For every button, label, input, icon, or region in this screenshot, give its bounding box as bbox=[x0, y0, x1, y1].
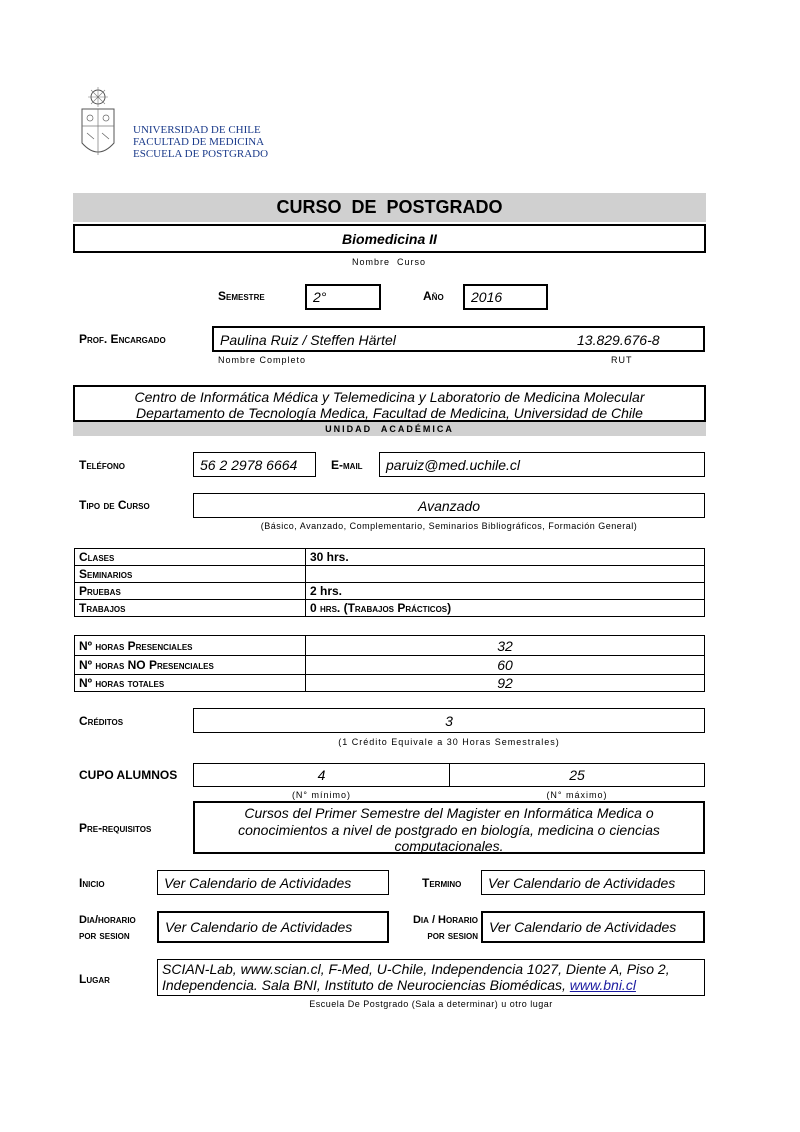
credits-label: Créditos bbox=[79, 714, 124, 728]
professor-rut-caption: RUT bbox=[611, 355, 633, 365]
place-line1: SCIAN-Lab, www.scian.cl, F-Med, U-Chile, Independencia 1027, Diente A, Piso 2, bbox=[162, 961, 670, 977]
quota-min-field: 4 bbox=[193, 763, 450, 787]
quota-max-field: 25 bbox=[449, 763, 705, 787]
course-type-label: Tipo de Curso bbox=[79, 498, 150, 512]
semester-label: Semestre bbox=[218, 289, 265, 303]
table-row bbox=[75, 675, 705, 692]
place-line2 bbox=[162, 977, 700, 993]
email-label: E-mail bbox=[331, 458, 363, 472]
hours-label-works: Trabajos bbox=[75, 600, 306, 617]
course-name-caption: Nombre Curso bbox=[351, 257, 427, 267]
table-row bbox=[75, 549, 705, 566]
session-label-left bbox=[79, 912, 136, 944]
table-row bbox=[75, 636, 705, 656]
hours-table bbox=[74, 548, 705, 617]
professor-field bbox=[212, 326, 705, 352]
session-field-right: Ver Calendario de Actividades bbox=[481, 911, 705, 943]
hours-label-tests: Pruebas bbox=[75, 583, 306, 600]
place-caption: Escuela De Postgrado (Sala a determinar) u otro lugar bbox=[309, 999, 553, 1009]
year-field: 2016 bbox=[463, 284, 548, 310]
credits-field: 3 bbox=[193, 708, 705, 733]
email-field: paruiz@med.uchile.cl bbox=[379, 452, 705, 477]
prereq-line2: conocimientos a nivel de postgrado en biología, medicina o ciencias bbox=[238, 821, 660, 838]
prereq-field bbox=[193, 801, 705, 854]
academic-unit-line2: Departamento de Tecnología Medica, Facultad de Medicina, Universidad de Chile bbox=[136, 405, 643, 421]
professor-label: Prof. Encargado bbox=[79, 332, 166, 346]
professor-name-caption: Nombre Completo bbox=[218, 355, 307, 365]
hours-value-seminars bbox=[306, 566, 705, 583]
page-title: CURSO DE POSTGRADO bbox=[276, 197, 503, 217]
school-name: ESCUELA DE POSTGRADO bbox=[133, 148, 269, 160]
phone-label: Teléfono bbox=[79, 458, 125, 472]
hours-value-tests: 2 hrs. bbox=[306, 583, 705, 600]
academic-unit-line1: Centro de Informática Médica y Telemedicina y Laboratorio de Medicina Molecular bbox=[134, 389, 645, 405]
end-label: Termino bbox=[422, 876, 462, 890]
prereq-label: Pre-requisitos bbox=[79, 821, 152, 835]
place-label: Lugar bbox=[79, 972, 110, 986]
phone-field: 56 2 2978 6664 bbox=[193, 452, 316, 477]
table-row bbox=[75, 566, 705, 583]
quota-min-caption: (N° mínimo) bbox=[291, 790, 352, 800]
prereq-line1: Cursos del Primer Semestre del Magister en Informática Medica o bbox=[244, 805, 654, 821]
total-value-presential: 32 bbox=[306, 636, 705, 656]
year-label: Año bbox=[423, 289, 444, 303]
session-label-left-line2: por sesion bbox=[79, 930, 130, 942]
course-type-caption: (Básico, Avanzado, Complementario, Seminarios Bibliográficos, Formación General) bbox=[260, 521, 638, 531]
end-field: Ver Calendario de Actividades bbox=[481, 870, 705, 895]
credits-caption: (1 Crédito Equivale a 30 Horas Semestrales) bbox=[338, 737, 560, 747]
semester-field: 2° bbox=[305, 284, 381, 310]
table-row bbox=[75, 656, 705, 675]
course-type-field: Avanzado bbox=[193, 493, 705, 518]
total-value-nonpresential: 60 bbox=[306, 656, 705, 675]
page-title-band bbox=[73, 193, 706, 222]
place-link[interactable]: www.bni.cl bbox=[569, 977, 636, 993]
session-label-right-line1: Dia / Horario bbox=[412, 914, 478, 926]
start-label: Inicio bbox=[79, 876, 105, 890]
session-label-left-line1: Dia/horario bbox=[79, 914, 136, 926]
academic-unit-field bbox=[73, 385, 706, 422]
quota-label: CUPO ALUMNOS bbox=[79, 768, 178, 782]
professor-name: Paulina Ruiz / Steffen Härtel bbox=[220, 332, 396, 348]
professor-rut: 13.829.676-8 bbox=[577, 332, 660, 348]
session-label-right-line2: por sesion bbox=[427, 930, 478, 942]
session-label-right bbox=[396, 912, 478, 944]
university-crest-logo bbox=[78, 85, 120, 163]
quota-max-caption: (N° máximo) bbox=[546, 790, 608, 800]
start-field: Ver Calendario de Actividades bbox=[157, 870, 389, 895]
total-label-nonpresential: Nº horas NO Presenciales bbox=[75, 656, 306, 675]
total-label-presential: Nº horas Presenciales bbox=[75, 636, 306, 656]
session-field-left: Ver Calendario de Actividades bbox=[157, 911, 389, 943]
place-field bbox=[157, 959, 705, 996]
prereq-line3: computacionales. bbox=[394, 838, 504, 854]
table-row bbox=[75, 583, 705, 600]
table-row bbox=[75, 600, 705, 617]
hours-value-works: 0 hrs. (Trabajos Prácticos) bbox=[306, 600, 705, 617]
course-name: Biomedicina II bbox=[342, 230, 437, 247]
faculty-name: FACULTAD DE MEDICINA bbox=[133, 136, 265, 148]
total-value-all: 92 bbox=[306, 675, 705, 692]
university-name: UNIVERSIDAD DE CHILE bbox=[133, 124, 261, 136]
place-line2-text: Independencia. Sala BNI, Instituto de Neurociencias Biomédicas, bbox=[162, 977, 570, 993]
course-name-field bbox=[73, 224, 706, 253]
hours-value-classes: 30 hrs. bbox=[306, 549, 705, 566]
totals-table bbox=[74, 635, 705, 692]
academic-unit-caption: UNIDAD ACADÉMICA bbox=[325, 424, 454, 434]
hours-label-seminars: Seminarios bbox=[75, 566, 306, 583]
total-label-all: Nº horas totales bbox=[75, 675, 306, 692]
hours-label-classes: Clases bbox=[75, 549, 306, 566]
academic-unit-caption-band bbox=[73, 422, 706, 436]
